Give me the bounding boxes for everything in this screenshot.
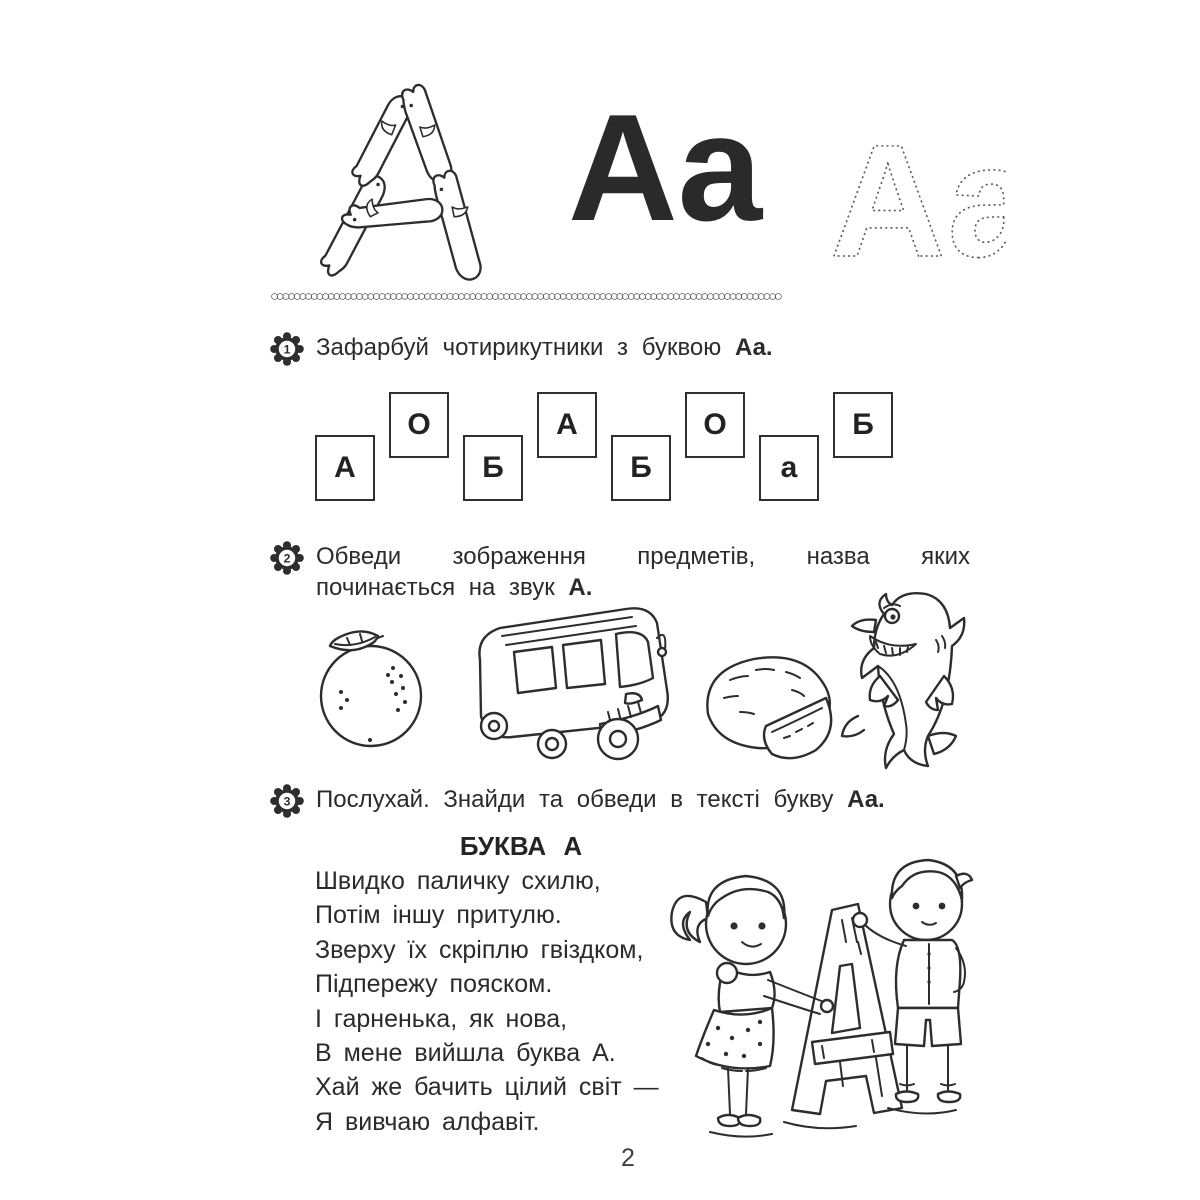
poem-line: Швидко паличку схилю, [315,867,601,895]
task-3-badge-icon [270,784,304,818]
tracing-letters-text: Аа [830,111,1037,288]
letter-box: Б [611,435,671,501]
task-2-text: Обведи зображення предметів, назва яких починається на звук А. [316,543,970,601]
poem-line: Зверху їх скріплю гвіздком, [315,935,644,964]
letter-box: О [685,392,745,458]
workbook-page [270,0,1037,1200]
chain-divider: ○○○○○○○○○○○○○○○○○○○○○○○○○○○○○○○○○○○○○○○○○○○○○○○○○○○○○○○○○○○○○○○○○○○○○○○○○○○○○○○○○○○○○○○○○○ [270,289,780,305]
poem-line: І гарненька, як нова, [315,1004,568,1033]
task-1-text: Зафарбуй чотирикутники з буквою Аа. [316,334,773,361]
poem-title: БУКВА А [459,831,583,861]
letter-box: Б [463,435,523,501]
letter-box: А [537,392,597,458]
task-1-number: 1 [283,342,291,357]
poem-line: Потім іншу притулю. [315,901,562,930]
task-3-text: Послухай. Знайди та обведи в тексті букву Аа. [316,786,885,813]
melon-image [696,646,848,770]
poem-line: Хай же бачить цілий світ — [315,1073,659,1102]
poem-line: Підпережу пояском. [315,970,553,999]
poem-line: Я вивчаю алфавіт. [315,1107,540,1136]
letter-boxes-row [315,392,893,501]
bus-image [450,596,686,768]
poem-line: В мене вийшла буква А. [315,1039,616,1068]
letter-box: а [759,435,819,501]
letter-box: О [389,392,449,458]
tracing-letters-dotted [826,88,1037,288]
task-2-number: 2 [283,551,291,566]
children-building-letter-illustration [626,846,990,1170]
task-2-badge-icon [270,541,304,575]
big-letter-pair: Аа [568,83,761,253]
shark-image [840,584,970,782]
letter-box: А [315,435,375,501]
task-1 [270,332,970,363]
task-3-number: 3 [283,794,291,809]
dolphin-letter-a-illustration [302,80,497,290]
task-3 [270,784,970,815]
letter-box: Б [833,392,893,458]
task-1-badge-icon [270,332,304,366]
orange-image [308,628,434,748]
page-number: 2 [621,1144,635,1172]
